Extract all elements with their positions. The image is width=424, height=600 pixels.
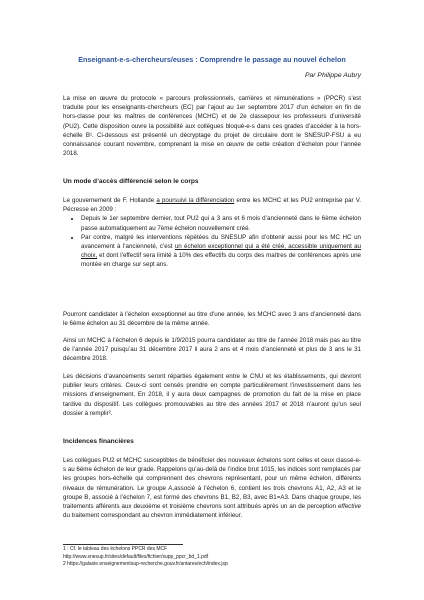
intro-paragraph: La mise en œuvre du protocole « parcours professionnels, carrières et rémunérations » (PPCR) s’est traduite pour les enseignants-chercheurs (EC) par l’ajout au 1er septembre 2017 d’un échelon en fin de hors-classe pour les maîtres de conférences (MCHC) et de 2e classepour les professeurs d’université (PU2). Cette disposition ouvre la possibilité aux collègues bloqué-e-s dans ces grades d’accéder à la hors-échelle B¹. Ci-dessous est présenté un décryptage du projet de circulaire dont le SNESUP-FSU a eu connaissance courant novembre, comprenant la mise en œuvre de cette création d’échelon pour l’année 2018.	[63, 95, 361, 158]
section-2-heading: Incidences financières	[63, 438, 134, 445]
lead-text-b: entre les MCHC et les PU2 entreprise par V. Pécresse en 2009 :	[63, 197, 361, 214]
footnote-1-url[interactable]: http://www.snesup.fr/sites/default/files/fichier/supp_ppcr_bd_1.pdf	[63, 553, 209, 560]
section-1-p1-block	[63, 310, 361, 328]
section-1-p1: Pourront candidater à l’échelon exceptionnel au titre d’une année, les MCHC avec 3 ans d’ancienneté dans le 6ème échelon au 31 décembre de la même année.	[63, 311, 361, 328]
footnotes	[63, 546, 361, 569]
lead-link[interactable]: a poursuivi la différenciation	[156, 197, 235, 204]
bullet2-text-a: Par contre, malgré les interventions répétées du SNESUP afin d’obtenir aussi pour les MC HC un avancement à l’ancienneté, c’est	[81, 233, 361, 251]
section-2	[63, 438, 361, 445]
footnote-1: 1 : Cf. le tableau des échelons PPCR des MCF	[63, 546, 168, 552]
s2-italic: effective	[337, 503, 361, 511]
list-item: • Depuis le 1er septembre dernier, tout PU2 qui a 3 ans et 6 mois d’ancienneté dans le 6ème échelon passe automatiquement au 7ème échelon nouvellement créé.	[81, 214, 361, 232]
document-title: Enseignant-e-s-chercheurs/euses : Comprendre le passage au nouvel échelon	[78, 55, 346, 64]
section-1-p2-block	[63, 336, 361, 364]
section-1	[63, 178, 361, 185]
section-1-body	[63, 196, 361, 270]
footnote-2[interactable]: 2 https://galaxie.enseignementsup-recherche.gouv.fr/antares/ech/index.jsp	[63, 561, 228, 568]
section-2-body	[63, 456, 361, 520]
section-1-list	[63, 214, 361, 269]
s2-text-a: Les collègues PU2 et MCHC susceptibles de bénéficier des nouveaux échelons sont celles et ceux classé-e-s au 6ème échelon de leur grade. Rappelons qu’au-delà de l’indice brut 1015, les indices sont remplacés par les groupes hors-échelle qui comprennent des chevrons représentant, pour un même échelon, différents niveaux de rémunération. Le groupe A,associé à l’échelon 6, contient les trois chevrons A1, A2, A3 et le groupe B, associé à l’échelon 7, est formé des chevrons B1, B2, B3, avec B1=A3. Dans chaque groupe, les traitements afférents aux deuxième et troisième chevrons sont attribués après un an de perception	[63, 457, 361, 511]
list-item	[81, 233, 361, 270]
bullet2-text-b: et dont l’effectif sera limité à 10% des effectifs du corps des maîtres de conférences après une montée en charge sur sept ans.	[81, 252, 361, 269]
footnote-divider	[63, 544, 183, 545]
section-1-lead	[63, 196, 361, 214]
lead-text-a: Le gouvernement de F. Hollande	[63, 197, 157, 204]
section-1-p3: Les décisions d’avancements seront réparties également entre le CNU et les établissements, qui devront publier leurs critères. Ceux-ci sont censés prendre en compte particulièrement l’investissement dans les missions d’enseignement. En 2018, il y aura deux campagnes de promotion du fait de la mise en place tardive du dispositif. Les collègues promouvables au titre des années 2017 et 2018 n’auront qu’un seul dossier à remplir².	[63, 373, 361, 417]
intro-block	[63, 94, 361, 158]
s2-text-b: du traitement correspondant au chevron immédiatement inférieur.	[63, 512, 243, 520]
author-line: Par Philippe Aubry	[304, 72, 361, 79]
section-1-p2: Ainsi un MCHC à l’échelon 6 depuis le 1/9/2015 pourra candidater au titre de l’année 2018 mais pas au titre de l’année 2017 puisqu’au 31 décembre 2017 il aura 2 ans et 4 mois d’ancienneté et plus de 3 ans le 31 décembre 2018.	[63, 337, 361, 363]
section-1-p3-block	[63, 372, 361, 418]
section-1-heading: Un mode d’accès différencié selon le corps	[63, 178, 199, 185]
bullet2-underlined: un échelon exceptionnel qui a été créé, accessible uniquement au choix,	[81, 243, 361, 260]
section-2-p1	[63, 456, 361, 520]
